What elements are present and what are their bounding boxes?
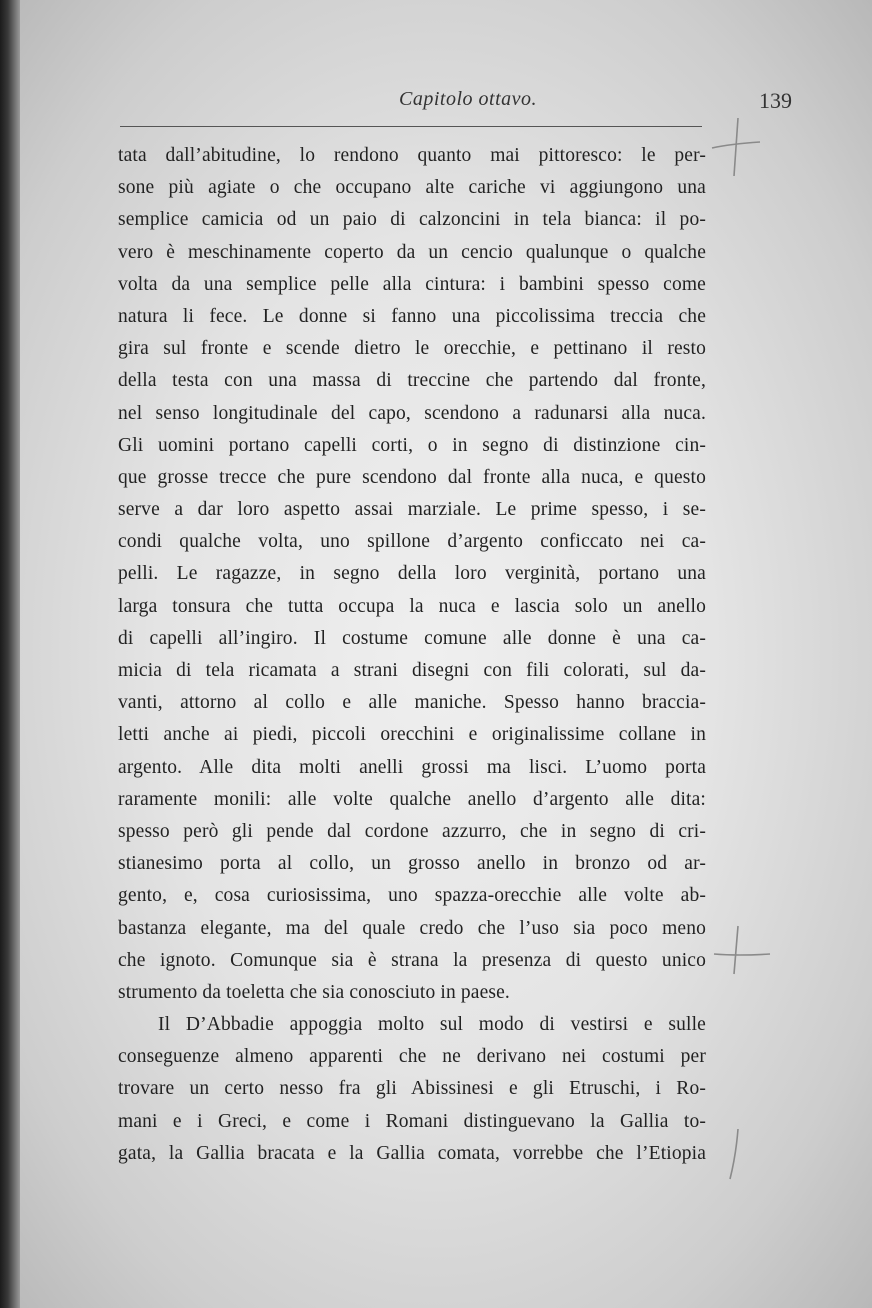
text-line: stianesimo porta al collo, un grosso anello in bronzo od ar- — [118, 853, 706, 875]
text-line: gira sul fronte e scende dietro le orecchie, e pettinano il resto — [118, 338, 706, 360]
book-binding-edge — [0, 0, 20, 1308]
text-line: nel senso longitudinale del capo, scendono a radunarsi alla nuca. — [118, 402, 706, 424]
text-line: sone più agiate o che occupano alte cariche vi aggiungono una — [118, 177, 706, 199]
text-line: volta da una semplice pelle alla cintura: i bambini spesso come — [118, 273, 706, 295]
text-line: argento. Alle dita molti anelli grossi ma lisci. L’uomo porta — [118, 756, 706, 778]
paragraph-end-line: strumento da toeletta che sia conosciuto in paese. — [118, 981, 510, 1003]
paragraph-start-line: Il D’Abbadie appoggia molto sul modo di vestirsi e sulle — [158, 1014, 706, 1036]
text-line: che ignoto. Comunque sia è strana la presenza di questo unico — [118, 949, 706, 971]
text-line: raramente monili: alle volte qualche anello d’argento alle dita: — [118, 788, 706, 810]
text-line: gata, la Gallia bracata e la Gallia comata, vorrebbe che l’Etiopia — [118, 1142, 706, 1164]
text-line: larga tonsura che tutta occupa la nuca e lascia solo un anello — [118, 595, 706, 617]
body-text — [118, 140, 706, 1170]
text-line: bastanza elegante, ma del quale credo che l’uso sia poco meno — [118, 917, 706, 939]
text-line: natura li fece. Le donne si fanno una piccolissima treccia che — [118, 305, 706, 327]
pencil-cross-mark-top — [700, 112, 770, 182]
text-line: spesso però gli pende dal cordone azzurro, che in segno di cri- — [118, 820, 706, 842]
pencil-cross-mark-middle — [708, 920, 778, 980]
text-line: tata dall’abitudine, lo rendono quanto mai pittoresco: le per- — [118, 145, 706, 166]
text-line: letti anche ai piedi, piccoli orecchini e originalissime collane in — [118, 724, 706, 746]
pencil-stroke-mark-bottom — [720, 1125, 760, 1185]
text-line: mani e i Greci, e come i Romani distinguevano la Gallia to- — [118, 1110, 706, 1132]
header-rule — [120, 126, 702, 127]
text-line: serve a dar loro aspetto assai marziale. Le prime spesso, i se- — [118, 499, 706, 521]
running-title: Capitolo ottavo. — [399, 88, 537, 110]
text-line: della testa con una massa di treccine che partendo dal fronte, — [118, 370, 706, 392]
text-line: Gli uomini portano capelli corti, o in segno di distinzione cin- — [118, 434, 706, 456]
text-line: trovare un certo nesso fra gli Abissinesi e gli Etruschi, i Ro- — [118, 1078, 706, 1100]
text-line: pelli. Le ragazze, in segno della loro verginità, portano una — [118, 563, 706, 585]
text-line: condi qualche volta, uno spillone d’argento conficcato nei ca- — [118, 531, 706, 553]
page-number: 139 — [759, 88, 792, 113]
text-line: di capelli all’ingiro. Il costume comune alle donne è una ca- — [118, 627, 706, 649]
text-line: vanti, attorno al collo e alle maniche. Spesso hanno braccia- — [118, 692, 706, 714]
text-line: gento, e, cosa curiosissima, uno spazza-orecchie alle volte ab- — [118, 885, 706, 907]
text-line: semplice camicia od un paio di calzoncini in tela bianca: il po- — [118, 209, 706, 231]
text-line: micia di tela ricamata a strani disegni con fili colorati, sul da- — [118, 660, 706, 681]
text-line: conseguenze almeno apparenti che ne derivano nei costumi per — [118, 1046, 706, 1068]
text-line: que grosse trecce che pure scendono dal fronte alla nuca, e questo — [118, 466, 706, 488]
text-line: vero è meschinamente coperto da un cencio qualunque o qualche — [118, 241, 706, 263]
